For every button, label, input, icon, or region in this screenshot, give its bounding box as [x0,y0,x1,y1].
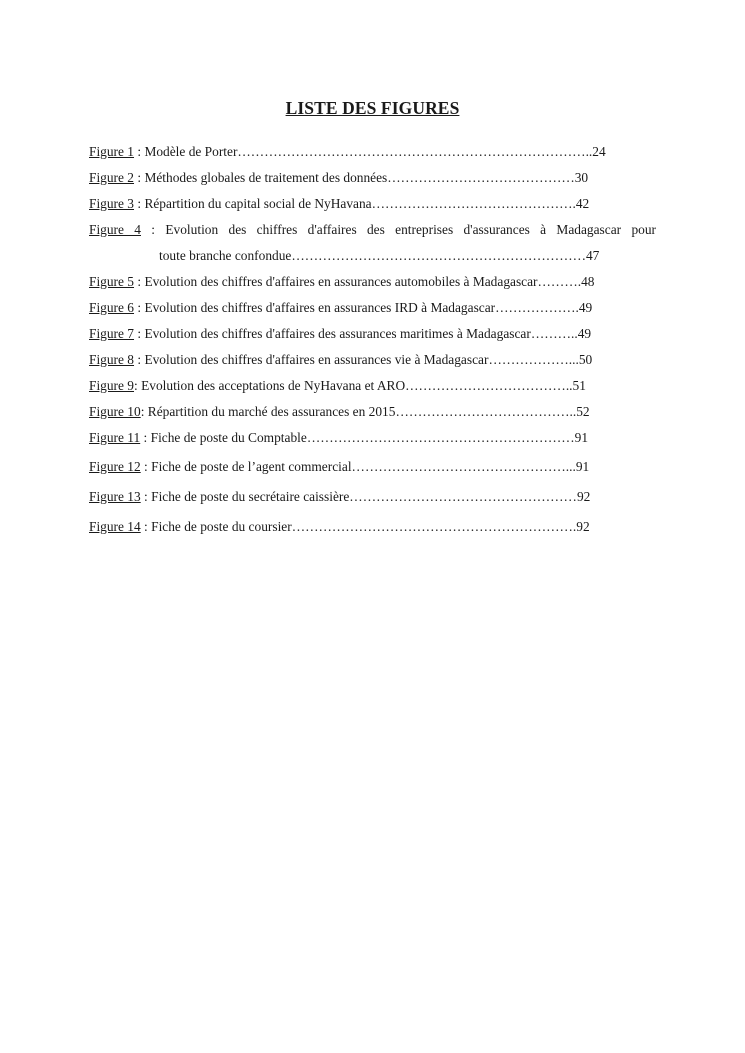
separator: : [134,326,145,341]
page-number: 52 [576,404,590,419]
page-number: 91 [574,430,589,445]
figure-caption: Fiche de poste du secrétaire caissière [151,489,350,504]
dot-leader: …………………………………………………… [306,430,575,445]
figure-caption: Evolution des chiffres d'affaires en assurances IRD à Madagascar [144,300,496,315]
dot-leader: ………………………………………………………… [291,248,586,263]
dot-leader: …………………………………………… [349,489,577,504]
page-number: 92 [576,519,590,534]
dot-leader: …………………………………………... [351,459,576,474]
separator: : [140,222,166,237]
dot-leader: ………………………………………. [371,196,576,211]
page-number: 91 [575,459,590,474]
figure-entry-line-1 [89,221,656,239]
figure-caption-continued: toute branche confondue [159,248,292,263]
dot-leader: ……….. [530,326,578,341]
dot-leader: ………………... [488,352,579,367]
page-number: 50 [578,352,593,367]
figure-entry-4 [89,221,657,265]
separator: : [134,300,145,315]
page-number: 51 [572,378,586,393]
figure-entry-2 [89,169,657,187]
figure-ref[interactable]: Figure 11 [89,430,141,445]
separator: : [134,378,142,393]
figure-entry-14 [89,518,657,536]
figure-caption: Modèle de Porter [144,144,238,159]
page-number: 48 [581,274,595,289]
figure-caption: Evolution des chiffres d'affaires en assurances vie à Madagascar [144,352,489,367]
figure-ref[interactable]: Figure 1 [89,144,135,159]
figure-entry-3 [89,195,657,213]
page-title: LISTE DES FIGURES [285,98,460,118]
figure-entry-6 [89,299,657,317]
separator: : [134,274,145,289]
figure-entry-12 [89,458,657,476]
figure-ref[interactable]: Figure 6 [89,300,135,315]
figure-caption: Fiche de poste du coursier [151,519,292,534]
figure-ref[interactable]: Figure 13 [89,489,141,504]
figure-entry-5 [89,273,657,291]
separator: : [140,430,151,445]
separator: : [140,519,152,534]
figure-entry-7 [89,325,657,343]
separator: : [134,170,145,185]
figure-caption: Répartition du capital social de NyHavana [144,196,372,211]
figure-entry-1 [89,143,657,161]
figure-ref[interactable]: Figure 9 [89,378,135,393]
figure-entry-9 [89,377,657,395]
figure-caption: Evolution des chiffres d'affaires des entreprises d'assurances à Madagascar pour [165,222,656,237]
separator: : [140,404,148,419]
page-number: 92 [576,489,591,504]
figure-caption: Répartition du marché des assurances en 2015 [147,404,396,419]
page-number: 42 [575,196,590,211]
separator: : [140,489,152,504]
figure-entry-13 [89,488,657,506]
separator: : [134,144,145,159]
figure-entry-11 [89,429,657,447]
figure-ref[interactable]: Figure 3 [89,196,135,211]
page-number: 30 [574,170,589,185]
dot-leader: ………………………………….. [395,404,577,419]
dot-leader: ………………………………………………………. [291,519,577,534]
figure-entry-8 [89,351,657,369]
separator: : [140,459,152,474]
figure-ref[interactable]: Figure 4 [89,222,141,237]
figure-ref[interactable]: Figure 8 [89,352,135,367]
page-number: 49 [577,326,592,341]
figure-caption: Evolution des chiffres d'affaires des assurances maritimes à Madagascar [144,326,531,341]
dot-leader: …………………………………… [387,170,575,185]
dot-leader: …………………………………………………………………….. [237,144,593,159]
page-number: 24 [592,144,606,159]
dot-leader: ……………………………….. [405,378,573,393]
page-number: 49 [578,300,593,315]
figure-caption: Méthodes globales de traitement des données [144,170,388,185]
figure-caption: Evolution des chiffres d'affaires en assurances automobiles à Madagascar [144,274,538,289]
figure-caption: Fiche de poste du Comptable [150,430,307,445]
figure-caption: Fiche de poste de l’agent commercial [151,459,352,474]
separator: : [134,196,145,211]
figure-ref[interactable]: Figure 5 [89,274,135,289]
separator: : [134,352,145,367]
figure-entry-10 [89,403,657,421]
figure-ref[interactable]: Figure 12 [89,459,141,474]
dot-leader: ………. [537,274,582,289]
figure-entry-line-2 [89,247,657,265]
figure-caption: Evolution des acceptations de NyHavana et ARO [141,378,406,393]
page-number: 47 [585,248,600,263]
figure-ref[interactable]: Figure 2 [89,170,135,185]
figure-ref[interactable]: Figure 7 [89,326,135,341]
figure-ref[interactable]: Figure 10 [89,404,141,419]
dot-leader: ………………. [495,300,579,315]
figure-ref[interactable]: Figure 14 [89,519,141,534]
